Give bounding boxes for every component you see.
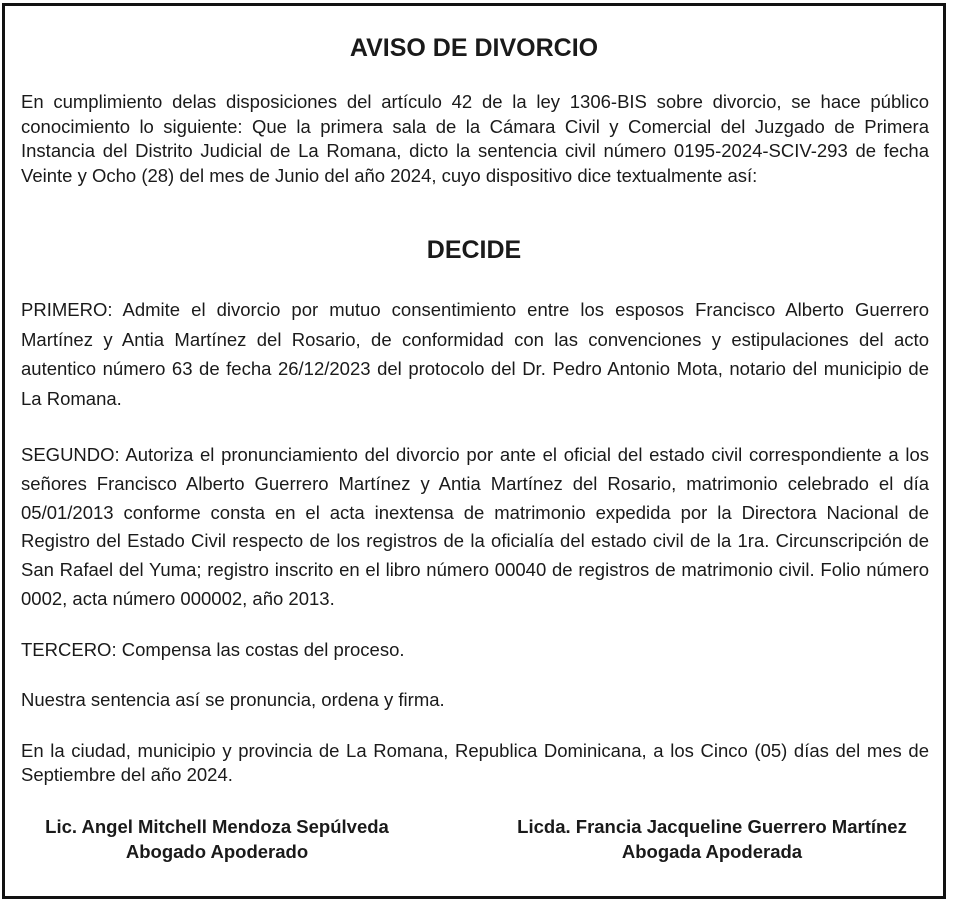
signature-right: [467, 814, 954, 864]
primero-paragraph: PRIMERO: Admite el divorcio por mutuo consentimiento entre los esposos Francisco Alberto Guerrero Martínez y Antia Martínez del Rosario, de conformidad con las convenciones y estipulaciones del acto autentico número 63 de fecha 26/12/2023 del protocolo del Dr. Pedro Antonio Mota, notario del municipio de La Romana.: [21, 299, 929, 409]
decide-heading: DECIDE: [426, 236, 522, 264]
place-date-paragraph: En la ciudad, municipio y provincia de La Romana, Republica Dominicana, a los Cinco (05) días del mes de Septiembre del año 2024.: [21, 740, 929, 785]
intro-paragraph: En cumplimiento delas disposiciones del artículo 42 de la ley 1306-BIS sobre divorcio, se hace público conocimiento lo siguiente: Que la primera sala de la Cámara Civil y Comercial del Juzgado de Primera Instancia del Distrito Judicial de La Romana, dicto la sentencia civil número 0195-2024-SCIV-293 de fecha Veinte y Ocho (28) del mes de Junio del año 2024, cuyo dispositivo dice textualmente así:: [21, 91, 929, 186]
segundo-paragraph: SEGUNDO: Autoriza el pronunciamiento del divorcio por ante el oficial del estado civil correspondiente a los señores Francisco Alberto Guerrero Martínez y Antia Martínez del Rosario, matrimonio celebrado el día 05/01/2013 conforme consta en el acta inextensa de matrimonio expedida por la Directora Nacional de Registro del Estado Civil respecto de los registros de la oficialía del estado civil de la 1ra. Circunscripción de San Rafael del Yuma; registro inscrito en el libro número 00040 de registros de matrimonio civil. Folio número 0002, acta número 000002, año 2013.: [21, 444, 929, 609]
signature-right-name: Licda. Francia Jacqueline Guerrero Martínez: [517, 816, 907, 837]
signature-left: [5, 814, 429, 864]
tercero-paragraph: TERCERO: Compensa las costas del proceso.: [21, 639, 405, 660]
legal-notice-box: [2, 3, 946, 899]
notice-title: AVISO DE DIVORCIO: [349, 34, 599, 62]
signature-left-role: Abogado Apoderado: [125, 841, 309, 862]
closing-paragraph: Nuestra sentencia así se pronuncia, ordena y firma.: [21, 689, 445, 710]
signature-left-name: Lic. Angel Mitchell Mendoza Sepúlveda: [45, 816, 389, 837]
signature-right-role: Abogada Apoderada: [621, 841, 803, 862]
